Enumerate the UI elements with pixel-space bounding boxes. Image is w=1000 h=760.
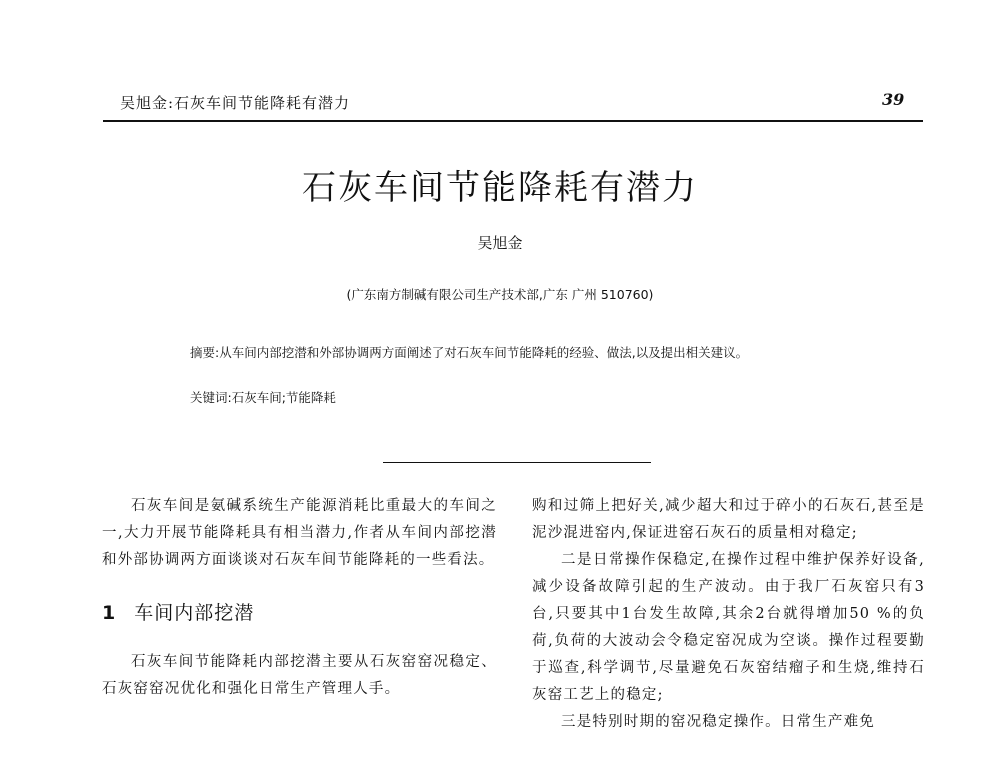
section-title: 车间内部挖潜 bbox=[134, 602, 255, 624]
header-rule bbox=[103, 120, 923, 122]
author-affiliation: (广东南方制碱有限公司生产技术部,广东 广州 510760) bbox=[346, 287, 654, 302]
right-paragraph-1: 购和过筛上把好关,减少超大和过于碎小的石灰石,甚至是泥沙混进窑内,保证进窑石灰石的质量相对稳定; bbox=[532, 498, 925, 541]
section-paragraph: 石灰车间节能降耗内部挖潜主要从石灰窑窑况稳定、石灰窑窑况优化和强化日常生产管理人手。 bbox=[102, 654, 497, 697]
right-paragraph-3: 三是特别时期的窑况稳定操作。日常生产难免 bbox=[561, 714, 875, 730]
section-heading bbox=[102, 600, 497, 627]
keywords: 关键词:石灰车间;节能降耗 bbox=[190, 390, 336, 405]
section-number: 1 bbox=[102, 602, 117, 624]
abstract-block bbox=[190, 340, 840, 365]
intro-paragraph: 石灰车间是氨碱系统生产能源消耗比重最大的车间之一,大力开展节能降耗具有相当潜力,作者从车间内部挖潜和外部协调两方面谈谈对石灰车间节能降耗的一些看法。 bbox=[102, 498, 497, 568]
article-title: 石灰车间节能降耗有潜力 bbox=[302, 168, 698, 208]
running-header-title: 吴旭金:石灰车间节能降耗有潜力 bbox=[120, 94, 351, 112]
right-column bbox=[532, 493, 925, 736]
article-author: 吴旭金 bbox=[477, 234, 523, 252]
left-column bbox=[102, 493, 497, 703]
page-number: 39 bbox=[882, 90, 905, 109]
separator-rule bbox=[383, 462, 651, 463]
right-paragraph-2: 二是日常操作保稳定,在操作过程中维护保养好设备,减少设备故障引起的生产波动。由于我厂石灰窑只有3台,只要其中1台发生故障,其余2台就得增加50 %的负荷,负荷的大波动会令稳定窑况成为空谈。操作过程要勤于巡查,科学调节,尽量避免石灰窑结瘤子和生烧,维持石灰窑工艺上的稳定; bbox=[532, 552, 925, 703]
abstract-text: 摘要:从车间内部挖潜和外部协调两方面阐述了对石灰车间节能降耗的经验、做法,以及提出相关建议。 bbox=[190, 345, 749, 360]
